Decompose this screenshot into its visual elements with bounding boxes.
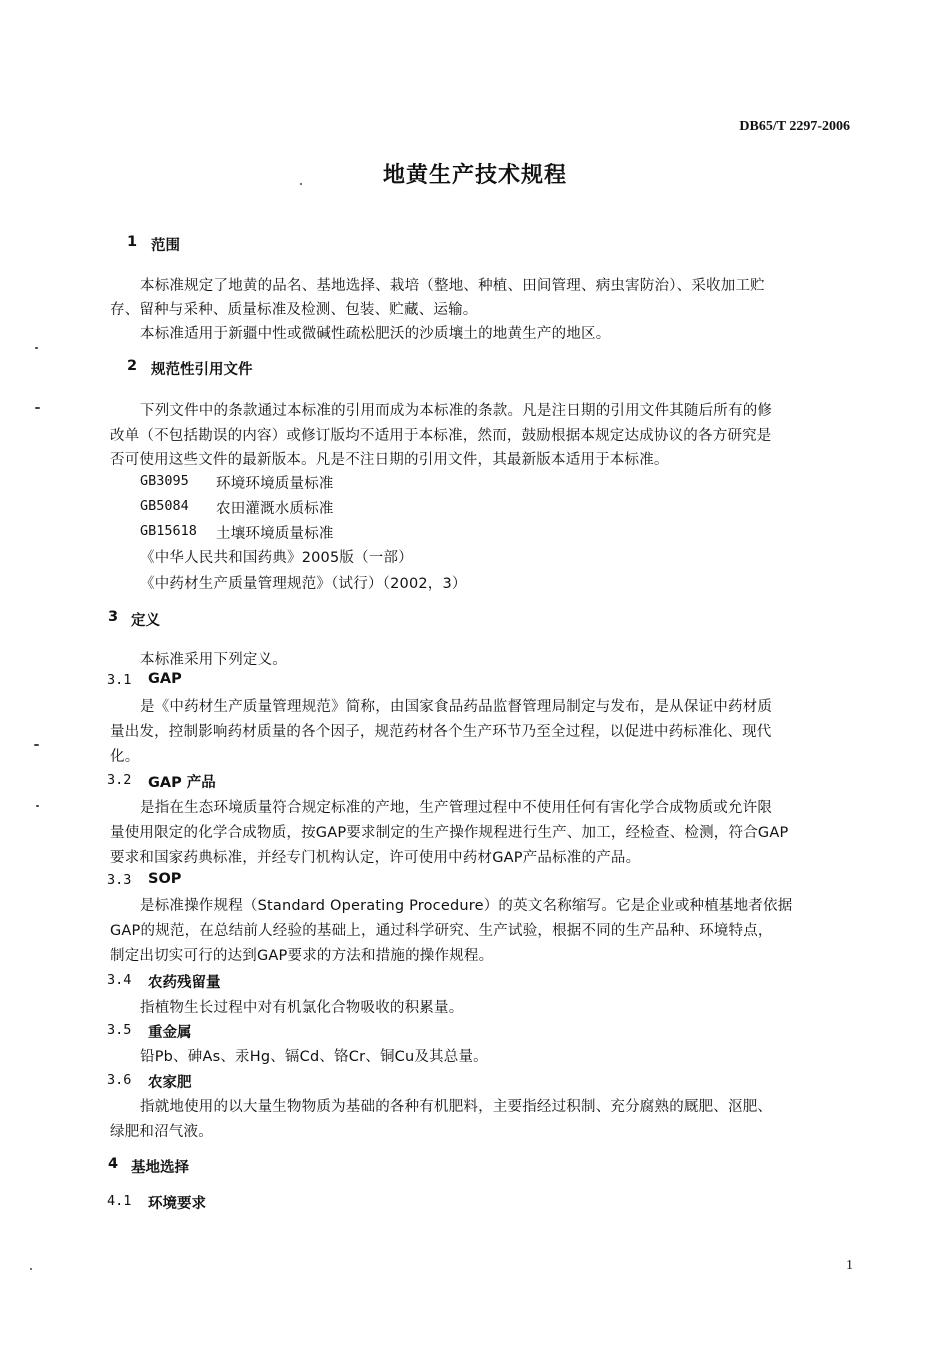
definition-3-1-number: 3.1	[107, 672, 132, 688]
scan-speck	[36, 805, 39, 807]
definition-3-6-number: 3.6	[107, 1072, 132, 1088]
definition-3-3-line-1: 是标准操作规程（Standard Operating Procedure）的英文名称缩写。它是企业或种植基地者依据	[140, 898, 793, 914]
reference-code: GB5084	[140, 498, 189, 514]
subsection-4-1-heading: 环境要求	[148, 1196, 206, 1212]
section-2-heading: 规范性引用文件	[151, 362, 253, 378]
reference-code: GB15618	[140, 523, 197, 539]
definition-3-5-number: 3.5	[107, 1022, 132, 1038]
reference-name: 农田灌溉水质标准	[216, 501, 334, 517]
reference-name: 环境环境质量标准	[216, 476, 334, 492]
subsection-4-1-number: 4.1	[107, 1193, 132, 1209]
page-number: 1	[846, 1258, 853, 1273]
document-code: DB65/T 2297-2006	[739, 119, 850, 134]
definition-3-1-line-3: 化。	[110, 749, 140, 765]
document-title: 地黄生产技术规程	[383, 163, 568, 188]
section-3-number: 3	[108, 609, 119, 625]
definition-3-2-term: GAP 产品	[148, 775, 216, 791]
definition-3-2-line-1: 是指在生态环境质量符合规定标准的产地，生产管理过程中不使用任何有害化学合成物质或允许限	[140, 800, 773, 816]
definition-3-5-term: 重金属	[148, 1025, 192, 1041]
section-2-paragraph-line-3: 否可使用这些文件的最新版本。凡是不注日期的引用文件，其最新版本适用于本标准。	[110, 452, 669, 468]
definition-3-2-number: 3.2	[107, 772, 132, 788]
section-3-heading: 定义	[131, 613, 160, 629]
definition-3-3-number: 3.3	[107, 872, 132, 888]
definition-3-4-line-1: 指植物生长过程中对有机氯化合物吸收的积累量。	[140, 1000, 464, 1016]
section-1-heading: 范围	[151, 238, 180, 254]
section-4-number: 4	[108, 1156, 119, 1172]
scan-speck	[35, 407, 40, 409]
definition-3-6-term: 农家肥	[148, 1075, 192, 1091]
definition-3-3-term: SOP	[148, 871, 182, 887]
reference-gap-regulation: 《中药材生产质量管理规范》（试行）（2002，3）	[140, 576, 467, 592]
definition-3-1-line-2: 量出发，控制影响药材质量的各个因子，规范药材各个生产环节乃至全过程，以促进中药标准化、现代	[110, 724, 772, 740]
definition-3-1-term: GAP	[148, 671, 182, 687]
section-2-number: 2	[127, 358, 138, 374]
section-2-paragraph-line-1: 下列文件中的条款通过本标准的引用而成为本标准的条款。凡是注日期的引用文件其随后所有的修	[140, 403, 773, 419]
section-1-paragraph-1-line-1: 本标准规定了地黄的品名、基地选择、栽培（整地、种植、田间管理、病虫害防治）、采收加工贮	[140, 278, 765, 294]
section-1-paragraph-1-line-2: 存、留种与采种、质量标准及检测、包装、贮藏、运输。	[110, 302, 478, 318]
scan-speck	[30, 1268, 32, 1270]
section-3-intro: 本标准采用下列定义。	[140, 652, 287, 668]
definition-3-4-term: 农药残留量	[148, 975, 221, 991]
reference-pharmacopoeia: 《中华人民共和国药典》2005版（一部）	[140, 550, 413, 566]
scan-speck	[300, 183, 302, 185]
definition-3-1-line-1: 是《中药材生产质量管理规范》简称，由国家食品药品监督管理局制定与发布，是从保证中药材质	[140, 699, 773, 715]
definition-3-2-line-3: 要求和国家药典标准，并经专门机构认定，许可使用中药材GAP产品标准的产品。	[110, 850, 641, 866]
section-2-paragraph-line-2: 改单（不包括勘误的内容）或修订版均不适用于本标准，然而，鼓励根据本规定达成协议的各方研究是	[110, 428, 772, 444]
scan-speck	[34, 744, 39, 746]
section-1-paragraph-2: 本标准适用于新疆中性或微碱性疏松肥沃的沙质壤土的地黄生产的地区。	[140, 326, 611, 342]
definition-3-3-line-2: GAP的规范，在总结前人经验的基础上，通过科学研究、生产试验，根据不同的生产品种、环境特点，	[110, 923, 773, 939]
definition-3-6-line-1: 指就地使用的以大量生物物质为基础的各种有机肥料，主要指经过积制、充分腐熟的厩肥、沤肥、	[140, 1099, 773, 1115]
section-4-heading: 基地选择	[131, 1160, 189, 1176]
definition-3-6-line-2: 绿肥和沼气液。	[110, 1124, 213, 1140]
definition-3-5-line-1: 铅Pb、砷As、汞Hg、镉Cd、铬Cr、铜Cu及其总量。	[140, 1049, 488, 1065]
definition-3-3-line-3: 制定出切实可行的达到GAP要求的方法和措施的操作规程。	[110, 948, 494, 964]
section-1-number: 1	[127, 234, 138, 250]
definition-3-2-line-2: 量使用限定的化学合成物质，按GAP要求制定的生产操作规程进行生产、加工，经检查、检测，符合GAP	[110, 825, 789, 841]
reference-name: 土壤环境质量标准	[216, 526, 334, 542]
reference-code: GB3095	[140, 473, 189, 489]
scan-speck	[35, 347, 38, 349]
definition-3-4-number: 3.4	[107, 972, 132, 988]
